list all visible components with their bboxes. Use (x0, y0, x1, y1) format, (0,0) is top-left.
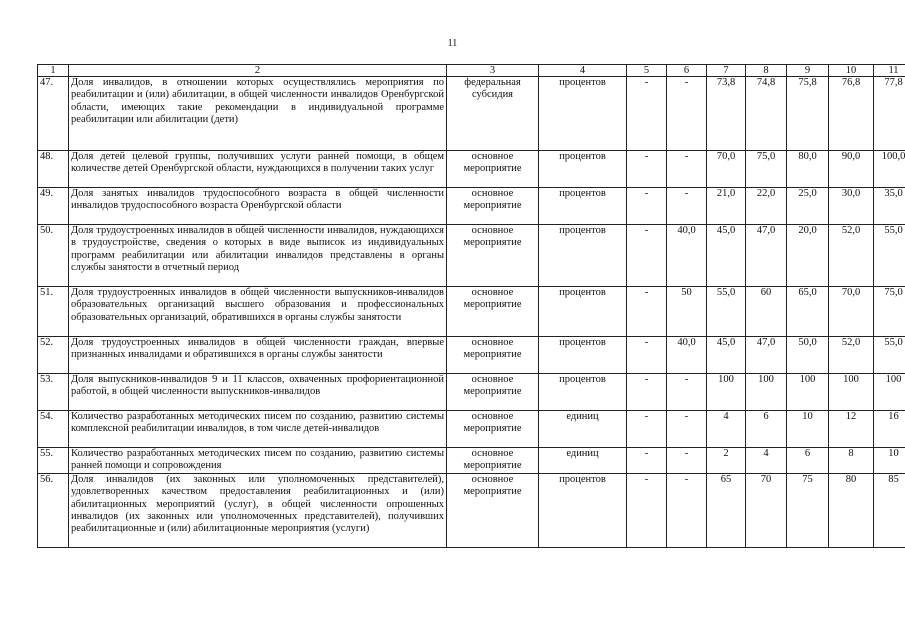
value-col-5: - (627, 188, 667, 225)
value-col-6: 40,0 (667, 225, 707, 287)
value-col-6: 50 (667, 287, 707, 337)
value-col-6: - (667, 151, 707, 188)
value-col-11: 77,8 (874, 77, 905, 151)
table-row (38, 77, 905, 151)
value-col-8: 60 (746, 287, 787, 337)
value-col-9: 65,0 (787, 287, 829, 337)
value-col-8: 47,0 (746, 225, 787, 287)
value-col-5: - (627, 151, 667, 188)
funding-source: основное мероприятие (447, 411, 539, 448)
value-col-9: 75 (787, 473, 829, 547)
header-row (38, 65, 905, 77)
value-col-9: 80,0 (787, 151, 829, 188)
value-col-6: - (667, 473, 707, 547)
value-col-8: 100 (746, 374, 787, 411)
row-number: 54. (38, 411, 69, 448)
header-cell: 4 (539, 65, 627, 77)
value-col-8: 70 (746, 473, 787, 547)
value-col-7: 73,8 (707, 77, 746, 151)
unit-of-measure: процентов (539, 225, 627, 287)
table-row (38, 287, 905, 337)
unit-of-measure: процентов (539, 151, 627, 188)
header-cell: 5 (627, 65, 667, 77)
value-col-10: 100 (829, 374, 874, 411)
value-col-11: 55,0 (874, 225, 905, 287)
table-row (38, 411, 905, 448)
value-col-8: 47,0 (746, 337, 787, 374)
funding-source: федеральная субсидия (447, 77, 539, 151)
indicator-name: Доля инвалидов (их законных или уполномоченных представителей), удовлетворенных качеством предоставления реабилитационных и (или) абилитационных мероприятий (услуг), в общей численности опрошенных инвалидов (их законных или уполномоченных представителей), получивших реабилитационные и (или) абилитационные мероприятия (услуги) (69, 473, 447, 547)
value-col-7: 70,0 (707, 151, 746, 188)
value-col-10: 76,8 (829, 77, 874, 151)
value-col-6: 40,0 (667, 337, 707, 374)
row-number: 47. (38, 77, 69, 151)
row-number: 48. (38, 151, 69, 188)
value-col-5: - (627, 287, 667, 337)
header-cell: 10 (829, 65, 874, 77)
indicators-table (37, 64, 905, 548)
value-col-5: - (627, 473, 667, 547)
funding-source: основное мероприятие (447, 374, 539, 411)
value-col-5: - (627, 374, 667, 411)
indicator-name: Доля выпускников-инвалидов 9 и 11 классов, охваченных профориентационной работой, в общей численности выпускников-инвалидов (69, 374, 447, 411)
funding-source: основное мероприятие (447, 448, 539, 474)
value-col-9: 20,0 (787, 225, 829, 287)
indicator-name: Количество разработанных методических писем по созданию, развитию системы ранней помощи и сопровождения (69, 448, 447, 474)
row-number: 55. (38, 448, 69, 474)
table-row (38, 151, 905, 188)
indicator-name: Доля детей целевой группы, получивших услуги ранней помощи, в общем количестве детей Оренбургской области, нуждающихся в получении таких услуг (69, 151, 447, 188)
value-col-8: 6 (746, 411, 787, 448)
header-cell: 3 (447, 65, 539, 77)
table-row (38, 337, 905, 374)
value-col-8: 4 (746, 448, 787, 474)
value-col-10: 70,0 (829, 287, 874, 337)
unit-of-measure: единиц (539, 411, 627, 448)
indicator-name: Доля трудоустроенных инвалидов в общей численности инвалидов, нуждающихся в трудоустройстве, сведения о которых в виде выписок из индивидуальных программ реабилитации или абилитации инвалидов представлены в органы службы занятости в отчетный период (69, 225, 447, 287)
header-cell: 2 (69, 65, 447, 77)
value-col-8: 74,8 (746, 77, 787, 151)
unit-of-measure: процентов (539, 188, 627, 225)
value-col-9: 6 (787, 448, 829, 474)
row-number: 51. (38, 287, 69, 337)
unit-of-measure: процентов (539, 473, 627, 547)
indicator-name: Доля трудоустроенных инвалидов в общей численности выпускников-инвалидов образовательных организаций высшего образования и профессиональных образовательных организаций, обратившихся в органы службы занятости (69, 287, 447, 337)
unit-of-measure: единиц (539, 448, 627, 474)
unit-of-measure: процентов (539, 374, 627, 411)
funding-source: основное мероприятие (447, 151, 539, 188)
row-number: 53. (38, 374, 69, 411)
row-number: 49. (38, 188, 69, 225)
value-col-11: 100 (874, 374, 905, 411)
funding-source: основное мероприятие (447, 473, 539, 547)
value-col-7: 45,0 (707, 225, 746, 287)
table-row (38, 374, 905, 411)
header-cell: 7 (707, 65, 746, 77)
value-col-7: 100 (707, 374, 746, 411)
value-col-11: 16 (874, 411, 905, 448)
unit-of-measure: процентов (539, 337, 627, 374)
indicator-name: Доля занятых инвалидов трудоспособного возраста в общей численности инвалидов трудоспособного возраста Оренбургской области (69, 188, 447, 225)
value-col-11: 85 (874, 473, 905, 547)
row-number: 50. (38, 225, 69, 287)
funding-source: основное мероприятие (447, 287, 539, 337)
value-col-10: 30,0 (829, 188, 874, 225)
header-cell: 1 (38, 65, 69, 77)
value-col-6: - (667, 188, 707, 225)
value-col-11: 55,0 (874, 337, 905, 374)
funding-source: основное мероприятие (447, 225, 539, 287)
value-col-6: - (667, 77, 707, 151)
value-col-5: - (627, 337, 667, 374)
value-col-7: 2 (707, 448, 746, 474)
table-row (38, 448, 905, 474)
value-col-9: 25,0 (787, 188, 829, 225)
value-col-6: - (667, 411, 707, 448)
value-col-9: 75,8 (787, 77, 829, 151)
value-col-5: - (627, 411, 667, 448)
indicator-name: Количество разработанных методических писем по созданию, развитию системы комплексной реабилитации инвалидов, в том числе детей-инвалидов (69, 411, 447, 448)
value-col-9: 50,0 (787, 337, 829, 374)
table-row (38, 225, 905, 287)
header-cell: 6 (667, 65, 707, 77)
value-col-10: 52,0 (829, 337, 874, 374)
unit-of-measure: процентов (539, 287, 627, 337)
value-col-11: 35,0 (874, 188, 905, 225)
header-cell: 8 (746, 65, 787, 77)
value-col-11: 100,0 (874, 151, 905, 188)
value-col-10: 12 (829, 411, 874, 448)
page-number: 11 (447, 38, 458, 49)
value-col-6: - (667, 448, 707, 474)
funding-source: основное мероприятие (447, 337, 539, 374)
header-cell: 9 (787, 65, 829, 77)
value-col-9: 100 (787, 374, 829, 411)
value-col-5: - (627, 77, 667, 151)
value-col-5: - (627, 225, 667, 287)
value-col-10: 52,0 (829, 225, 874, 287)
table-row (38, 473, 905, 547)
indicator-name: Доля инвалидов, в отношении которых осуществлялись мероприятия по реабилитации и (или) абилитации, в общей численности инвалидов Оренбургской области, имеющих такие рекомендации в индивидуальной программе реабилитации или абилитации (дети) (69, 77, 447, 151)
row-number: 56. (38, 473, 69, 547)
value-col-6: - (667, 374, 707, 411)
value-col-11: 75,0 (874, 287, 905, 337)
value-col-7: 4 (707, 411, 746, 448)
indicator-name: Доля трудоустроенных инвалидов в общей численности граждан, впервые признанных инвалидами и обратившихся в органы службы занятости (69, 337, 447, 374)
value-col-7: 21,0 (707, 188, 746, 225)
funding-source: основное мероприятие (447, 188, 539, 225)
value-col-7: 55,0 (707, 287, 746, 337)
value-col-8: 75,0 (746, 151, 787, 188)
value-col-7: 65 (707, 473, 746, 547)
value-col-9: 10 (787, 411, 829, 448)
value-col-7: 45,0 (707, 337, 746, 374)
value-col-10: 80 (829, 473, 874, 547)
row-number: 52. (38, 337, 69, 374)
value-col-5: - (627, 448, 667, 474)
header-cell: 11 (874, 65, 905, 77)
table-row (38, 188, 905, 225)
value-col-10: 8 (829, 448, 874, 474)
value-col-10: 90,0 (829, 151, 874, 188)
value-col-11: 10 (874, 448, 905, 474)
unit-of-measure: процентов (539, 77, 627, 151)
value-col-8: 22,0 (746, 188, 787, 225)
